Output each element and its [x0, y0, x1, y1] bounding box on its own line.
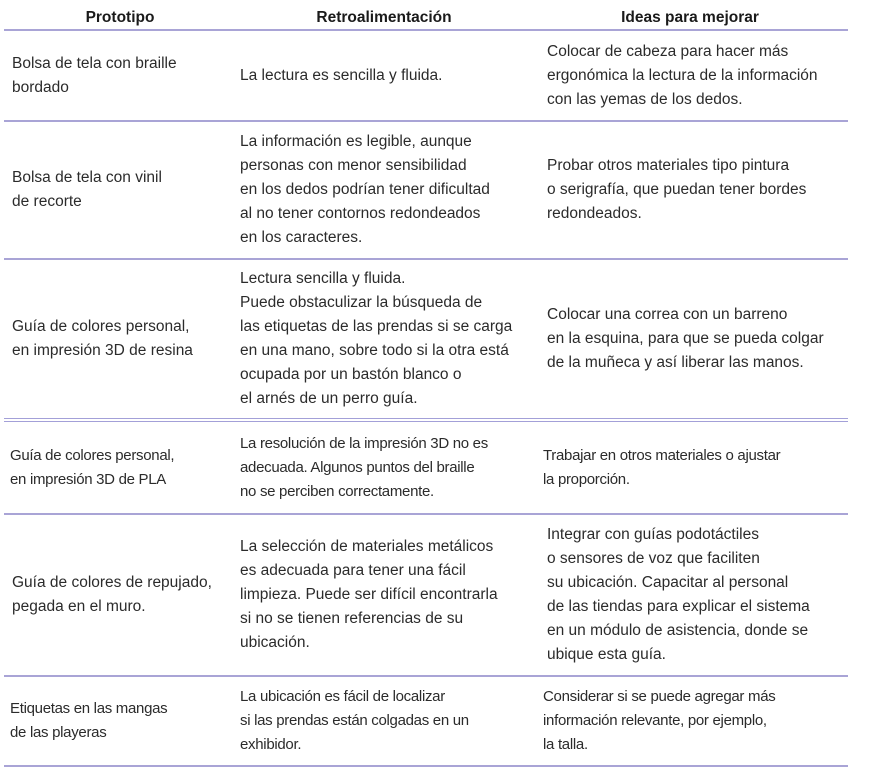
- header-retroalimentacion: Retroalimentación: [316, 9, 452, 26]
- cell-prototipo: Etiquetas en las mangas de las playeras: [10, 700, 168, 741]
- cell-ideas: Considerar si se puede agregar más información relevante, por ejemplo, la talla.: [543, 688, 776, 753]
- cell-ideas: Integrar con guías podotáctiles o sensores de voz que faciliten su ubicación. Capacitar al personal de las tiendas para explicar el sistema en un módulo de asistencia, donde se ubique esta guía.: [547, 526, 810, 663]
- cell-prototipo: Guía de colores personal, en impresión 3D de PLA: [10, 446, 175, 488]
- table-row: [4, 260, 848, 422]
- cell-ideas: Trabajar en otros materiales o ajustar la proporción.: [543, 446, 781, 488]
- header-ideas: Ideas para mejorar: [621, 9, 759, 26]
- cell-retroalimentacion: La resolución de la impresión 3D no es adecuada. Algunos puntos del braille no se perciben correctamente.: [240, 434, 488, 500]
- prototype-feedback-table: [4, 0, 848, 767]
- table-row: [4, 31, 848, 122]
- cell-prototipo: Guía de colores de repujado, pegada en el muro.: [12, 574, 212, 615]
- cell-retroalimentacion: La ubicación es fácil de localizar si las prendas están colgadas en un exhibidor.: [240, 688, 469, 753]
- cell-ideas: Colocar una correa con un barreno en la esquina, para que se pueda colgar de la muñeca y así liberar las manos.: [547, 306, 824, 371]
- cell-prototipo: Bolsa de tela con braille bordado: [12, 54, 177, 96]
- table-row: [4, 515, 848, 677]
- cell-retroalimentacion: La selección de materiales metálicos es adecuada para tener una fácil limpieza. Puede ser difícil encontrarla si no se tienen referencias de su ubicación.: [240, 538, 498, 651]
- header-prototipo: Prototipo: [85, 9, 155, 26]
- cell-ideas: Probar otros materiales tipo pintura o serigrafía, que puedan tener bordes redondeados.: [547, 157, 807, 222]
- table-header-row: [4, 0, 848, 31]
- table-row: [4, 422, 848, 515]
- cell-prototipo: Guía de colores personal, en impresión 3D de resina: [12, 318, 193, 359]
- cell-retroalimentacion: La lectura es sencilla y fluida.: [240, 66, 443, 84]
- table-row: [4, 677, 848, 767]
- table-row: [4, 122, 848, 260]
- cell-retroalimentacion: La información es legible, aunque personas con menor sensibilidad en los dedos podrían tener dificultad al no tener contornos redondeados en los caracteres.: [240, 133, 490, 246]
- cell-retroalimentacion: Lectura sencilla y fluida. Puede obstaculizar la búsqueda de las etiquetas de las prendas si se carga en una mano, sobre todo si la otra está ocupada por un bastón blanco o el arnés de un perro guía.: [240, 270, 513, 407]
- cell-ideas: Colocar de cabeza para hacer más ergonómica la lectura de la información con las yemas de los dedos.: [547, 42, 818, 108]
- cell-prototipo: Bolsa de tela con vinil de recorte: [12, 169, 162, 210]
